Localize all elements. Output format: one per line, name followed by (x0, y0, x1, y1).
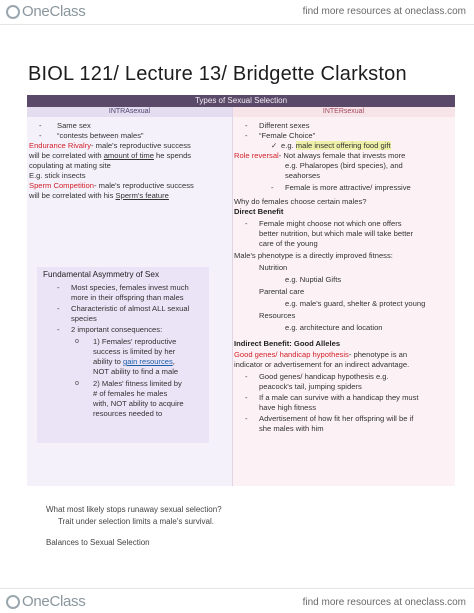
right-line-food-gift (281, 141, 391, 151)
right-line: have high fitness (259, 403, 316, 412)
left-line-sperm-feature (29, 191, 169, 201)
find-resources-link[interactable]: find more resources at oneclass.com (302, 6, 466, 17)
sperm-competition-line (29, 181, 194, 191)
role-reversal-term: Role reversal (234, 151, 279, 160)
right-line: care of the young (259, 239, 318, 248)
box-line: 1) Females' reproductive (93, 337, 177, 346)
box-line: success is limited by her (93, 347, 176, 356)
right-line: better nutrition, but which male will take better (259, 229, 414, 238)
footer-bar (0, 588, 474, 613)
role-reversal-rest: - Not always female that invests more (278, 151, 406, 160)
left-line-stick-insects: E.g. stick insects (29, 171, 86, 180)
text-fragment: will be correlated with his (29, 191, 116, 200)
bullet-dash: - (245, 131, 248, 140)
page-title: BIOL 121/ Lecture 13/ Bridgette Clarkston (28, 63, 407, 85)
right-line: peacock's tail, jumping spiders (259, 382, 362, 391)
gain-resources-link[interactable]: gain resources (122, 357, 173, 366)
bullet-dash: - (57, 325, 60, 334)
right-line: Male's phenotype is a directly improved fitness: (234, 251, 393, 260)
oneclass-logo-icon (6, 5, 20, 19)
oneclass-logo-text: OneClass (22, 593, 86, 610)
direct-benefit-heading: Direct Benefit (234, 207, 284, 216)
find-resources-link[interactable]: find more resources at oneclass.com (302, 597, 466, 608)
right-line: e.g. architecture and location (285, 323, 383, 332)
sperm-competition-term: Sperm Competition (29, 181, 94, 190)
bullet-dash: - (39, 131, 42, 140)
box-line-gain-resources (93, 357, 175, 367)
right-line: Nutrition (259, 263, 288, 272)
left-line-copulating: copulating at mating site (29, 161, 111, 170)
bullet-dash: - (245, 372, 248, 381)
table-heading: Types of Sexual Selection (27, 95, 455, 107)
column-header-intrasexual: INTRAsexual (27, 107, 232, 117)
sub-bullet-icon: o (75, 338, 79, 345)
text-fragment: , (172, 357, 175, 366)
endurance-rivalry-rest: - male's reproductive success (91, 141, 191, 150)
bullet-dash: - (245, 219, 248, 228)
column-header-intersexual: INTERsexual (232, 107, 455, 117)
bullet-dash: - (245, 393, 248, 402)
right-line-question: Why do females choose certain males? (234, 197, 367, 206)
box-line: more in their offspring than males (71, 293, 184, 302)
food-gift-highlight: male insect offering food gift (295, 141, 391, 150)
question-runaway-selection: What most likely stops runaway sexual selection? (46, 505, 222, 514)
text-fragment: he spends (153, 151, 192, 160)
right-line: “Female Choice” (259, 131, 316, 140)
sexual-selection-table (27, 95, 455, 486)
bullet-dash: - (245, 121, 248, 130)
sub-bullet-icon: o (75, 380, 79, 387)
box-line: Characteristic of almost ALL sexual (71, 304, 190, 313)
sperm-competition-rest: - male's reproductive success (94, 181, 194, 190)
bullet-dash: - (57, 283, 60, 292)
box-line: NOT ability to find a male (93, 367, 179, 376)
indirect-benefit-heading: Indirect Benefit: Good Alleles (234, 339, 341, 348)
oneclass-logo[interactable] (6, 3, 85, 20)
left-line-amount-of-time (29, 151, 191, 161)
good-genes-line (234, 350, 407, 360)
right-line: Resources (259, 311, 296, 320)
bullet-dash: - (245, 414, 248, 423)
right-line: If a male can survive with a handicap they must (259, 393, 419, 402)
endurance-rivalry-term: Endurance Rivalry (29, 141, 92, 150)
box-line: # of females he males (93, 389, 168, 398)
box-line: species (71, 314, 97, 323)
endurance-rivalry-line (29, 141, 191, 151)
box-title: Fundamental Asymmetry of Sex (43, 270, 160, 279)
right-line: Female might choose not which one offers (259, 219, 402, 228)
amount-of-time-text: amount of time (103, 151, 154, 160)
right-line: she males with him (259, 424, 324, 433)
fundamental-asymmetry-box (37, 267, 209, 443)
right-line: Parental care (259, 287, 305, 296)
bullet-dash: - (57, 304, 60, 313)
right-line: e.g. Nuptial Gifts (285, 275, 342, 284)
checkmark-icon: ✓ (271, 141, 278, 150)
right-line: Different sexes (259, 121, 310, 130)
box-line: resources needed to (93, 409, 163, 418)
balances-heading: Balances to Sexual Selection (46, 538, 150, 547)
text-fragment: e.g. (281, 141, 296, 150)
left-line-contests: “contests between males” (57, 131, 144, 140)
bullet-dash: - (271, 183, 274, 192)
right-line: Female is more attractive/ impressive (285, 183, 411, 192)
right-line: Advertisement of how fit her offspring will be if (259, 414, 414, 423)
right-line: indicator or advertisement for an indirect advantage. (234, 360, 410, 369)
box-line: 2 important consequences: (71, 325, 163, 334)
answer-trait-limits-survival: Trait under selection limits a male's survival. (58, 517, 214, 526)
right-line: Good genes/ handicap hypothesis e.g. (259, 372, 389, 381)
role-reversal-line (234, 151, 405, 161)
right-line: e.g. male's guard, shelter & protect young (285, 299, 426, 308)
column-divider (232, 107, 233, 486)
right-line: seahorses (285, 171, 321, 180)
oneclass-logo-icon (6, 595, 20, 609)
bullet-dash: - (39, 121, 42, 130)
sperm-feature-text: Sperm's feature (115, 191, 169, 200)
text-fragment: ability to (93, 357, 123, 366)
box-line: Most species, females invest much (71, 283, 189, 292)
text-fragment: will be correlated with (29, 151, 104, 160)
right-line: e.g. Phalaropes (bird species), and (285, 161, 403, 170)
good-genes-term: Good genes/ handicap hypothesis (234, 350, 349, 359)
header-bar (0, 0, 474, 25)
left-line-same-sex: Same sex (57, 121, 91, 130)
box-line: with, NOT ability to acquire (93, 399, 184, 408)
box-line: 2) Males' fitness limited by (93, 379, 182, 388)
good-genes-rest: - phenotype is an (348, 350, 408, 359)
oneclass-logo[interactable] (6, 593, 85, 610)
oneclass-logo-text: OneClass (22, 3, 86, 20)
